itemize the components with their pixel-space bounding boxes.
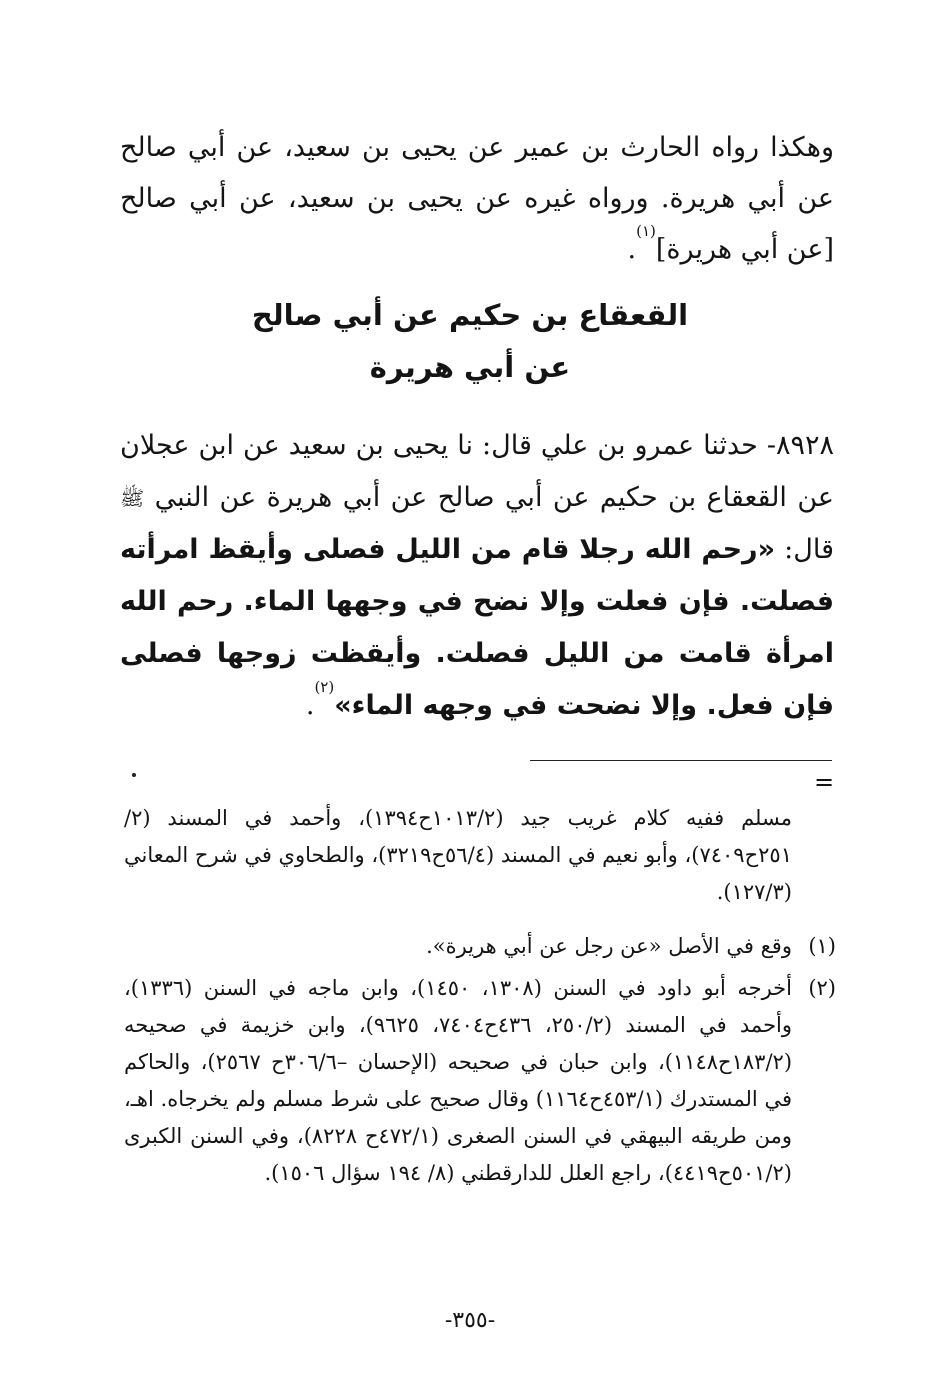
footnote-separator xyxy=(530,760,832,761)
footnote-2-text: أخرجه أبو داود في السنن (١٣٠٨، ١٤٥٠)، وابن ماجه في السنن (١٣٣٦)، وأحمد في المسند (٢٥٠/٢، ٤٣٦ح٧٤٠٤، ٩٦٢٥)، وابن خزيمة في صحيحه (١٨٣/٢ح١١٤٨)، وابن حبان في صحيحه (الإحسان –٣٠٦/٦ح ٢٥٦٧)، والحاكم في المستدرك (٤٥٣/١ح١١٦٤) وقال صحيح على شرط مسلم ولم يخرجاه. اهـ، ومن طريقه البيهقي في السنن الصغرى (٤٧٢/١ح ٨٢٢٨)، وفي السنن الكبرى (٥٠١/٢ح٤٤١٩)، راجع العلل للدارقطني (٨/ ١٩٤ سؤال ١٥٠٦). xyxy=(124,976,793,1185)
hadith-end: . xyxy=(305,690,315,721)
section-subtitle: عن أبي هريرة xyxy=(369,350,571,384)
margin-dot xyxy=(132,773,136,777)
footnote-continuation: مسلم ففيه كلام غريب جيد (١٠١٣/٢ح١٣٩٤)، وأحمد في المسند (٢/ ٢٥١ح٧٤٠٩)، وأبو نعيم في المسند (٥٦/٤ح٣٢١٩)، والطحاوي في شرح المعاني (١٢٧/٣). xyxy=(124,806,792,904)
footnote-1-text: وقع في الأصل «عن رجل عن أبي هريرة». xyxy=(426,934,792,958)
section-title: القعقاع بن حكيم عن أبي صالح xyxy=(251,298,689,332)
footnote-2-number: (٢) xyxy=(808,976,836,1000)
hadith-matn: «رحم الله رجلا قام من الليل فصلى وأيقظ امرأته فصلت. فإن فعلت وإلا نضح في وجهها الماء. رحم الله امرأة قامت من الليل فصلت. وأيقظت زوجها فصلى فإن فعل. وإلا نضحت في وجهه الماء» xyxy=(120,534,834,721)
hadith-qal: قال: xyxy=(775,534,834,565)
hadith-chain: ٨٩٢٨- حدثنا عمرو بن علي قال: نا يحيى بن سعيد عن ابن عجلان عن القعقاع بن حكيم عن أبي صالح عن أبي هريرة عن النبي xyxy=(120,430,834,513)
footnote-1 xyxy=(124,928,836,965)
continuation-mark: = xyxy=(814,768,835,796)
hadith-paragraph xyxy=(120,420,834,732)
page-number: -٣٥٥- xyxy=(444,1308,496,1333)
footnote-ref-2: (٢) xyxy=(314,678,335,696)
salutation-glyph: ﷺ xyxy=(120,486,145,510)
intro-text: وهكذا رواه الحارث بن عمير عن يحيى بن سعيد، عن أبي صالح عن أبي هريرة. ورواه غيره عن يحيى بن سعيد، عن أبي صالح [عن أبي هريرة] xyxy=(120,132,834,265)
intro-end: . xyxy=(627,234,637,265)
footnote-1-number: (١) xyxy=(808,934,836,958)
footnote-2 xyxy=(124,970,836,1192)
footnote-ref-1: (١) xyxy=(636,222,656,240)
intro-paragraph xyxy=(120,122,834,275)
